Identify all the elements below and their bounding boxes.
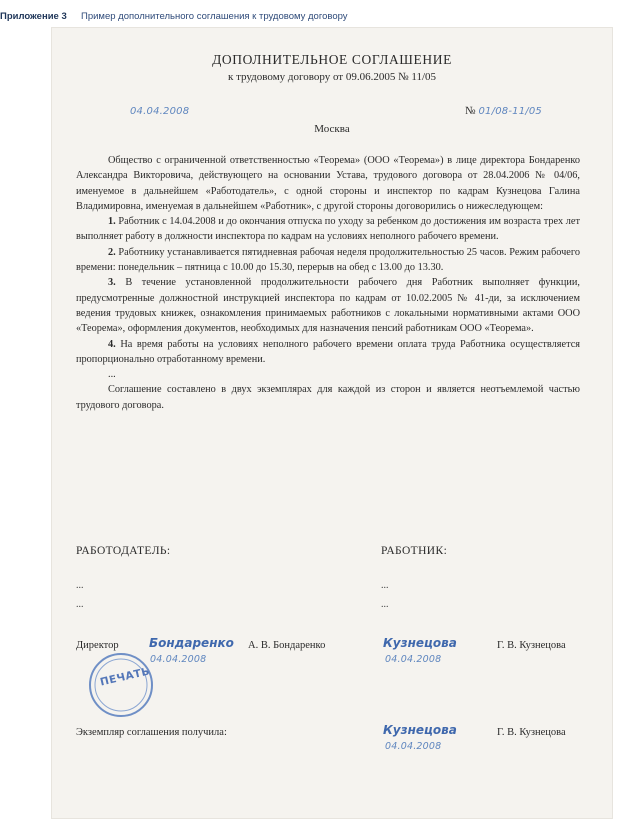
copy-received-label: Экземпляр соглашения получила: bbox=[76, 727, 227, 738]
stamp-label: ПЕЧАТЬ bbox=[98, 665, 152, 689]
clause-text: На время работы на условиях неполного рабочего времени оплата труда Работника осуществляется пропорционально отработанному времени. bbox=[76, 338, 580, 365]
clause-number: 1. bbox=[108, 216, 116, 228]
director-label: Директор bbox=[76, 640, 119, 651]
clause-number: 2. bbox=[108, 246, 116, 258]
clause-number: 4. bbox=[108, 338, 116, 350]
clause-2 bbox=[76, 245, 580, 276]
clause-text: В течение установленной продолжительности рабочего дня Работник выполняет функции, предусмотренные должностной инструкцией инспектора по кадрам от 10.02.2005 № 41-ди, за исключением ведения трудовых книжек, ознакомления принимаемых работников с локальными нормативными актами ООО «Теорема», оформления документов, необходимых для назначения пенсий работникам ООО «Теорема». bbox=[76, 277, 580, 335]
document-subtitle: к трудовому договору от 09.06.2005 № 11/05 bbox=[227, 71, 437, 83]
handwritten-number: 01/08-11/05 bbox=[478, 106, 542, 117]
employee-heading: РАБОТНИК: bbox=[381, 545, 448, 557]
copy-name: Г. В. Кузнецова bbox=[497, 727, 566, 738]
closing-paragraph: Соглашение составлено в двух экземплярах для каждой из сторон и является неотъемлемой частью трудового договора. bbox=[76, 384, 580, 411]
number-sign: № bbox=[465, 105, 476, 117]
employee-sign-date: 04.04.2008 bbox=[385, 654, 442, 665]
copy-sign-date: 04.04.2008 bbox=[385, 741, 442, 752]
body-ellipsis: ... bbox=[108, 369, 116, 381]
document-title: ДОПОЛНИТЕЛЬНОЕ СОГЛАШЕНИЕ bbox=[212, 52, 452, 67]
agreement-body bbox=[76, 153, 580, 413]
handwritten-date: 04.04.2008 bbox=[130, 106, 190, 117]
director-sign-date: 04.04.2008 bbox=[150, 654, 207, 665]
employee-ellipsis-2: ... bbox=[381, 599, 389, 610]
employee-signature: Кузнецова bbox=[383, 636, 457, 650]
clause-number: 3. bbox=[108, 277, 116, 289]
document-number bbox=[465, 105, 542, 117]
clause-text: Работник с 14.04.2008 и до окончания отпуска по уходу за ребенком до достижения им возраста трех лет выполняет работу в должности инспектора по кадрам на условиях неполного рабочего времени. bbox=[76, 216, 580, 243]
appendix-label: Приложение 3 bbox=[0, 11, 67, 22]
employee-name: Г. В. Кузнецова bbox=[497, 640, 566, 651]
director-name: А. В. Бондаренко bbox=[248, 640, 326, 651]
clause-1 bbox=[76, 214, 580, 245]
employer-ellipsis-1: ... bbox=[76, 580, 84, 591]
intro-paragraph: Общество с ограниченной ответственностью «Теорема» (ООО «Теорема») в лице директора Бондаренко Александра Викторовича, действующего на основании Устава, трудового договора от 28.04.2006 № 04/06, именуемое в дальнейшем «Работодатель», с одной стороны и инспектор по кадрам Кузнецова Галина Владимировна, именуемая в дальнейшем «Работник», с другой стороны договорились о нижеследующем: bbox=[76, 155, 580, 212]
employer-ellipsis-2: ... bbox=[76, 599, 84, 610]
clause-3 bbox=[76, 275, 580, 336]
employer-heading: РАБОТОДАТЕЛЬ: bbox=[76, 545, 171, 557]
director-signature: Бондаренко bbox=[149, 636, 234, 650]
copy-signature: Кузнецова bbox=[383, 723, 457, 737]
employee-ellipsis-1: ... bbox=[381, 580, 389, 591]
clause-text: Работнику устанавливается пятидневная рабочая неделя продолжительностью 25 часов. Режим рабочего времени: понедельник – пятница с 10.00 до 15.30, перерыв на обед с 13.00 до 13.30. bbox=[76, 246, 580, 274]
appendix-title: Пример дополнительного соглашения к трудовому договору bbox=[81, 11, 348, 22]
city: Москва bbox=[314, 123, 350, 135]
clause-4 bbox=[76, 337, 580, 368]
